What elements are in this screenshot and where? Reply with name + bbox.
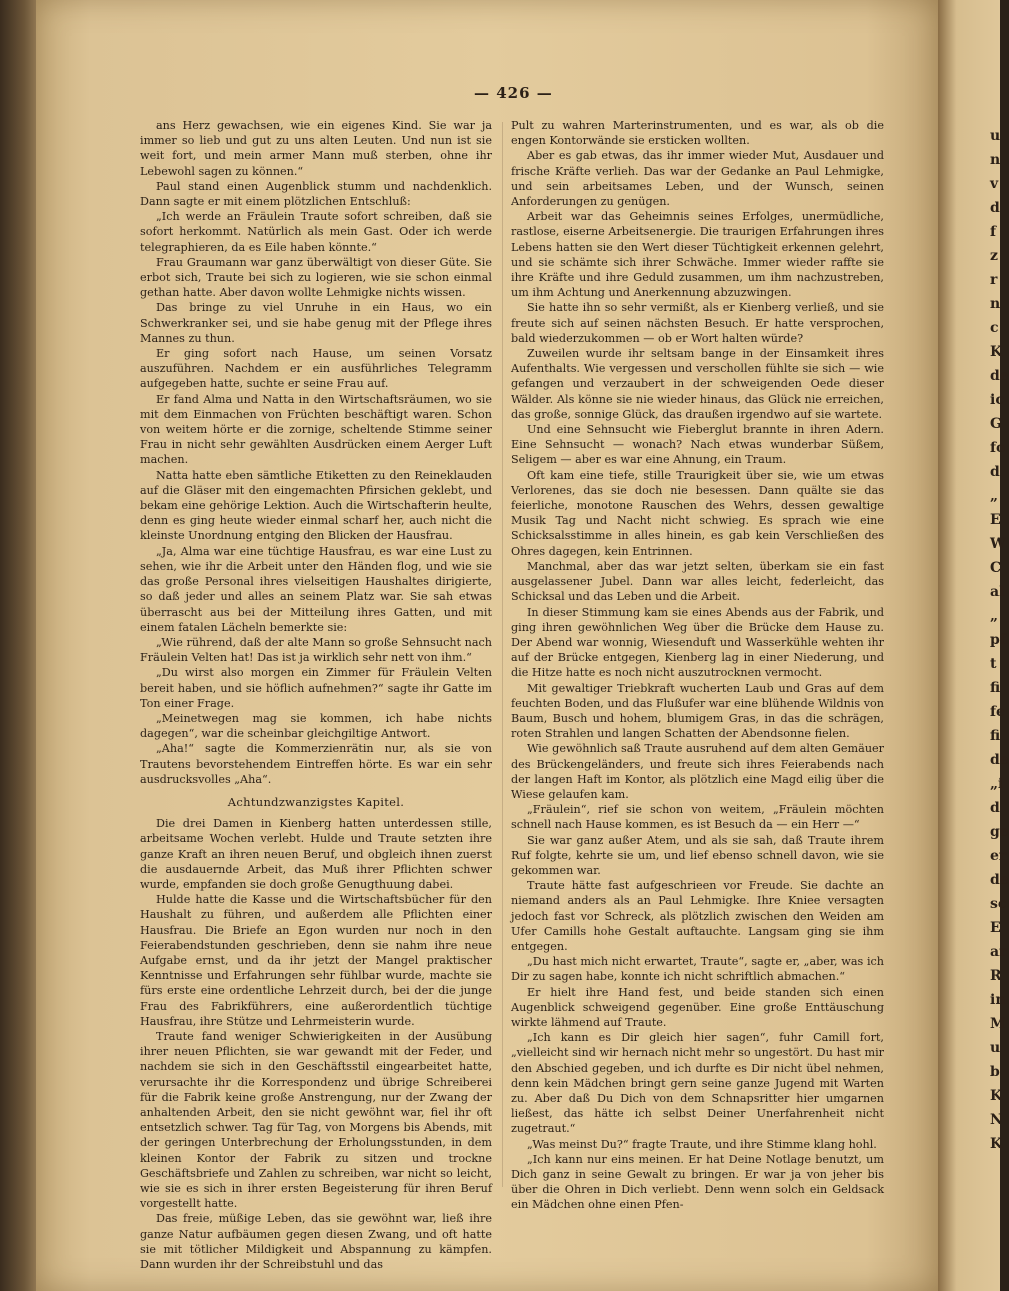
paragraph: „Du wirst also morgen ein Zimmer für Fräulein Velten bereit haben, und sie höflich aufnehmen?“ sagte ihr Gatte im Ton einer Frage. <box>140 666 492 710</box>
paragraph: Sie hatte ihn so sehr vermißt, als er Kienberg verließ, und sie freute sich auf seinen nächsten Besuch. Er hatte versprochen, bald wiederzukommen — ob er Wort halten würde? <box>511 301 884 345</box>
paragraph: „Ich kann nur eins meinen. Er hat Deine Notlage benutzt, um Dich ganz in seine Gewalt zu bringen. Er war ja von jeher bis über die Ohren in Dich verliebt. Denn wenn solch ein Geldsack ein Mädchen ohne einen Pfen- <box>511 1152 884 1212</box>
next-page-fragment: R <box>990 968 1002 984</box>
next-page-fragment: K <box>990 1088 1003 1104</box>
paragraph: „Meinetwegen mag sie kommen, ich habe nichts dagegen“, war die scheinbar gleichgiltige Antwort. <box>140 711 492 741</box>
paragraph: Mit gewaltiger Triebkraft wucherten Laub und Gras auf dem feuchten Boden, und das Flußufer war eine blühende Wildnis von Baum, Busch und hohem, blumigem Gras, in das die schrägen, roten Strahlen und langen Schatten der Abendsonne fielen. <box>511 681 884 741</box>
next-page-fragment: K <box>990 344 1003 360</box>
paragraph: Frau Graumann war ganz überwältigt von dieser Güte. Sie erbot sich, Traute bei sich zu logieren, wie sie schon einmal gethan hatte. Aber davon wollte Lehmigke nichts wissen. <box>140 255 492 300</box>
next-page-fragment: in <box>990 992 1006 1008</box>
next-page-fragment: d <box>990 200 1000 216</box>
paragraph: Traute hätte fast aufgeschrieen vor Freude. Sie dachte an niemand anders als an Paul Lehmigke. Ihre Kniee versagten jedoch fast vor Schreck, als plötzlich zwischen den Weiden am Ufer Camills hohe Gestalt auftauchte. Langsam ging sie ihm entgegen. <box>511 879 884 953</box>
next-page-fragment: „ <box>990 608 999 624</box>
paragraph: Sie war ganz außer Atem, und als sie sah, daß Traute ihrem Ruf folgte, kehrte sie um, und lief ebenso schnell davon, wie sie gekommen war. <box>511 833 884 877</box>
paragraph: Die drei Damen in Kienberg hatten unterdessen stille, arbeitsame Wochen verlebt. Hulde und Traute setzten ihre ganze Kraft an ihren neuen Beruf, und obgleich ihnen zuerst die ausdauernde Arbeit, das Muß ihrer Pflichten schwer wurde, empfanden sie doch große Genugthuung dabei. <box>140 817 492 891</box>
paragraph: Das freie, müßige Leben, das sie gewöhnt war, ließ ihre ganze Natur aufbäumen gegen diesen Zwang, und oft hatte sie mit tötlicher Mildigkeit und Abspannung zu kämpfen. Dann wurden ihr der Schreibstuhl und das <box>140 1212 492 1272</box>
paragraph: Er hielt ihre Hand fest, und beide standen sich einen Augenblick schweigend gegenüber. Eine große Enttäuschung wirkte lähmend auf Traute. <box>511 985 884 1029</box>
next-page-fragment: de <box>990 368 1009 384</box>
next-page-fragment: n <box>990 152 1001 168</box>
paragraph: Arbeit war das Geheimnis seines Erfolges, unermüdliche, rastlose, eiserne Arbeitsenergie. Die traurigen Erfahrungen ihres Lebens hatten sie den Wert dieser Tüchtigkeit erkennen gelehrt, und sie schämte sich ihrer Schwäche. Immer wieder raffte sie ihre Kräfte und ihre Geduld zusammen, um ihm nachzustreben, um ihm Achtung und Anerkennung abzuzwingen. <box>511 210 884 300</box>
paragraph: Wie gewöhnlich saß Traute ausruhend auf dem alten Gemäuer des Brückengeländers, und freute sich ihres Feierabends nach der langen Haft im Kontor, als plötzlich eine Magd eilig über die Wiese gelaufen kam. <box>511 742 884 801</box>
next-page-fragment: v <box>990 176 999 192</box>
next-page-fragment: r <box>990 272 998 288</box>
next-page-fragment: E <box>990 512 1001 528</box>
next-page-fragment: „ <box>990 488 999 504</box>
paragraph: Er fand Alma und Natta in den Wirtschaftsräumen, wo sie mit dem Einmachen von Früchten beschäftigt waren. Schon von weitem hörte er die zornige, scheltende Stimme seiner Frau in nicht sehr gewählten Ausdrücken einem Aerger Luft machen. <box>140 392 492 467</box>
next-page-fragment: u <box>990 1040 1001 1056</box>
next-page-fragment: sc <box>990 896 1007 912</box>
text-column-left <box>140 118 492 1272</box>
paragraph: „Ja, Alma war eine tüchtige Hausfrau, es war eine Lust zu sehen, wie ihr die Arbeit unter den Händen flog, und wie sie das große Personal ihres vielseitigen Haushaltes dirigierte, so daß jeder und alles an seinem Platz war. Sie sah etwas überrascht aus bei der Mitteilung ihres Gatten, und mit einem fatalen Lächeln bemerkte sie: <box>140 544 492 634</box>
paragraph: „Wie rührend, daß der alte Mann so große Sehnsucht nach Fräulein Velten hat! Das ist ja wirklich sehr nett von ihm.“ <box>140 635 492 665</box>
next-page-fragment: G <box>990 416 1002 432</box>
next-page-fragment: fo <box>990 440 1006 456</box>
paragraph: Das bringe zu viel Unruhe in ein Haus, wo ein Schwerkranker sei, und sie habe genug mit der Pflege ihres Mannes zu thun. <box>140 301 492 345</box>
paragraph: Paul stand einen Augenblick stumm und nachdenklich. Dann sagte er mit einem plötzlichen Entschluß: <box>140 179 492 209</box>
next-page-fragment: d <box>990 464 1000 480</box>
paragraph: „Fräulein“, rief sie schon von weitem, „Fräulein möchten schnell nach Hause kommen, es ist Besuch da — ein Herr —“ <box>511 803 884 832</box>
paragraph: Traute fand weniger Schwierigkeiten in der Ausübung ihrer neuen Pflichten, sie war gewandt mit der Feder, und nachdem sie sich in den Geschäftsstil eingearbeitet hatte, verursachte ihr die Korrespondenz und übrige Schreiberei für die Fabrik keine große Anstrengung, nur der Zwang der anhaltenden Arbeit, den sie nicht gewöhnt war, fiel ihr oft entsetzlich schwer. Tag für Tag, von Morgens bis Abends, mit der geringen Unterbrechung der Erholungsstunden, in dem kleinen Kontor der Fabrik zu sitzen und trockne Geschäftsbriefe und Zahlen zu schreiben, war nicht so leicht, wie sie es sich in ihrer ersten Begeisterung für ihren Beruf vorgestellt hatte. <box>140 1029 492 1211</box>
next-page-fragment: fi <box>990 728 1001 744</box>
next-page-fragment: W <box>990 536 1006 552</box>
paragraph: Zuweilen wurde ihr seltsam bange in der Einsamkeit ihres Aufenthalts. Wie vergessen und verschollen fühlte sie sich — wie gefangen und verzaubert in der schweigenden Oede dieser Wälder. Als könne sie nie wieder hinaus, das Glück nie erreichen, das große, sonnige Glück, das draußen irgendwo auf sie wartete. <box>511 347 884 421</box>
next-page-fragment: fe <box>990 704 1005 720</box>
next-page-fragment: de <box>990 872 1009 888</box>
paragraph: Er ging sofort nach Hause, um seinen Vorsatz auszuführen. Nachdem er ein ausführliches Telegramm aufgegeben hatte, suchte er seine Frau auf. <box>140 347 492 391</box>
next-page-fragment: n <box>990 296 1001 312</box>
paragraph: Pult zu wahren Marterinstrumenten, und es war, als ob die engen Kontorwände sie ersticken wollten. <box>511 119 884 148</box>
next-page-fragment: „i <box>990 776 1004 792</box>
next-page-fragment: pf <box>990 632 1006 648</box>
paragraph: „Aha!“ sagte die Kommerzienrätin nur, als sie von Trautens bevorstehendem Eintreffen hörte. Es war ein sehr ausdrucksvolles „Aha“. <box>140 742 492 786</box>
next-page-fragment: u <box>990 128 1001 144</box>
paragraph: Oft kam eine tiefe, stille Traurigkeit über sie, wie um etwas Verlorenes, das sie doch nie besessen. Dann quälte sie das feierliche, monotone Rauschen des Wehrs, dessen gewaltige Musik Tag und Nacht nicht schwieg. Es sprach wie eine Schicksalsstimme in alles hinein, es gab kein Verschließen des Ohres dagegen, kein Entrinnen. <box>511 468 884 558</box>
next-page-fragment: N <box>990 1112 1003 1128</box>
next-page-fragment: de <box>990 752 1009 768</box>
paragraph: „Ich kann es Dir gleich hier sagen“, fuhr Camill fort, „vielleicht sind wir hernach nicht mehr so ungestört. Du hast mir den Abschied gegeben, und ich durfte es Dir nicht übel nehmen, denn kein Mädchen bringt gern seine ganze Jugend mit Warten zu. Aber daß Du Dich von dem Schnapsritter hier umgarnen ließest, das hätte ich selbst Deiner Unerfahrenheit nicht zugetraut.“ <box>511 1031 884 1136</box>
paragraph: Aber es gab etwas, das ihr immer wieder Mut, Ausdauer und frische Kräfte verlieh. Das war der Gedanke an Paul Lehmigke, und sein arbeitsames Leben, und der Wunsch, seinen Anforderungen zu genügen. <box>511 149 884 209</box>
next-page-fragment: f <box>990 224 997 240</box>
paragraph: Und eine Sehnsucht wie Fieberglut brannte in ihren Adern. Eine Sehnsucht — wonach? Nach etwas wunderbar Süßem, Seligem — aber es war eine Ahnung, ein Traum. <box>511 423 884 467</box>
next-page-fragment: t <box>990 656 997 672</box>
next-page-edge <box>938 0 1009 1291</box>
next-page-fragment: C <box>990 560 1002 576</box>
next-page-fragment: z <box>990 248 998 264</box>
text-column-right <box>511 118 884 1213</box>
next-page-fragment: c <box>990 320 999 336</box>
paragraph: Natta hatte eben sämtliche Etiketten zu den Reineklauden auf die Gläser mit den eingemachten Pfirsichen geklebt, und bekam eine gehörige Lektion. Auch die Wirtschafterin heulte, denn es ging heute wieder einmal scharf her, auch nicht die kleinste Unordnung entging den Blicken der Hausfrau. <box>140 468 492 543</box>
next-page-fragment: ic <box>990 392 1004 408</box>
paragraph: In dieser Stimmung kam sie eines Abends aus der Fabrik, und ging ihren gewöhnlichen Weg über die Brücke dem Hause zu. Der Abend war wonnig, Wiesenduft und Wasserkühle wehten ihr auf der Brücke entgegen, Kienberg lag in einer Niederung, und die Hitze hatte es noch nicht auszutrocknen vermocht. <box>511 605 884 680</box>
paragraph: „Du hast mich nicht erwartet, Traute“, sagte er, „aber, was ich Dir zu sagen habe, konnte ich nicht schriftlich abmachen.“ <box>511 955 884 984</box>
next-page-fragment: al <box>990 584 1005 600</box>
next-page-fragment: fi <box>990 680 1001 696</box>
next-page-fragment: ge <box>990 824 1009 840</box>
next-page-fragment: d <box>990 800 1000 816</box>
chapter-heading: Achtundzwanzigstes Kapitel. <box>227 794 405 809</box>
next-page-fragment: E <box>990 920 1001 936</box>
next-page-fragment: ar <box>990 944 1007 960</box>
paragraph: „Ich werde an Fräulein Traute sofort schreiben, daß sie sofort herkommt. Natürlich als mein Gast. Oder ich werde telegraphieren, da es Eile haben könnte.“ <box>140 210 492 254</box>
paragraph: ans Herz gewachsen, wie ein eigenes Kind. Sie war ja immer so lieb und gut zu uns alten Leuten. Und nun ist sie weit fort, und mein armer Mann muß sterben, ohne ihr Lebewohl sagen zu können.“ <box>140 119 492 178</box>
column-divider <box>502 122 503 1187</box>
next-page-fragment: M <box>990 1016 1006 1032</box>
next-page-fragment: er <box>990 848 1007 864</box>
next-page-fragment: K <box>990 1136 1003 1152</box>
paragraph: Manchmal, aber das war jetzt selten, überkam sie ein fast ausgelassener Jubel. Dann war alles leicht, federleicht, das Schicksal und das Leben und die Arbeit. <box>511 559 884 604</box>
paragraph: „Was meinst Du?“ fragte Traute, und ihre Stimme klang hohl. <box>527 1137 877 1151</box>
paragraph: Hulde hatte die Kasse und die Wirtschaftsbücher für den Haushalt zu führen, und außerdem alle Pflichten einer Hausfrau. Die Briefe an Egon wurden nur noch in den Feierabendstunden geschrieben, denn sie nahm ihre neue Aufgabe ernst, und da ihr jetzt der Mangel praktischer Kenntnisse und Erfahrungen sehr fühlbar wurde, machte sie fürs erste eine ordentliche Lehrzeit durch, bei der die junge Frau des Fabrikführers, eine außerordentlich tüchtige Hausfrau, ihre Stütze und Lehrmeisterin wurde. <box>140 893 492 1028</box>
page-number: — 426 — <box>474 84 553 102</box>
next-page-fragment: b <box>990 1064 1000 1080</box>
